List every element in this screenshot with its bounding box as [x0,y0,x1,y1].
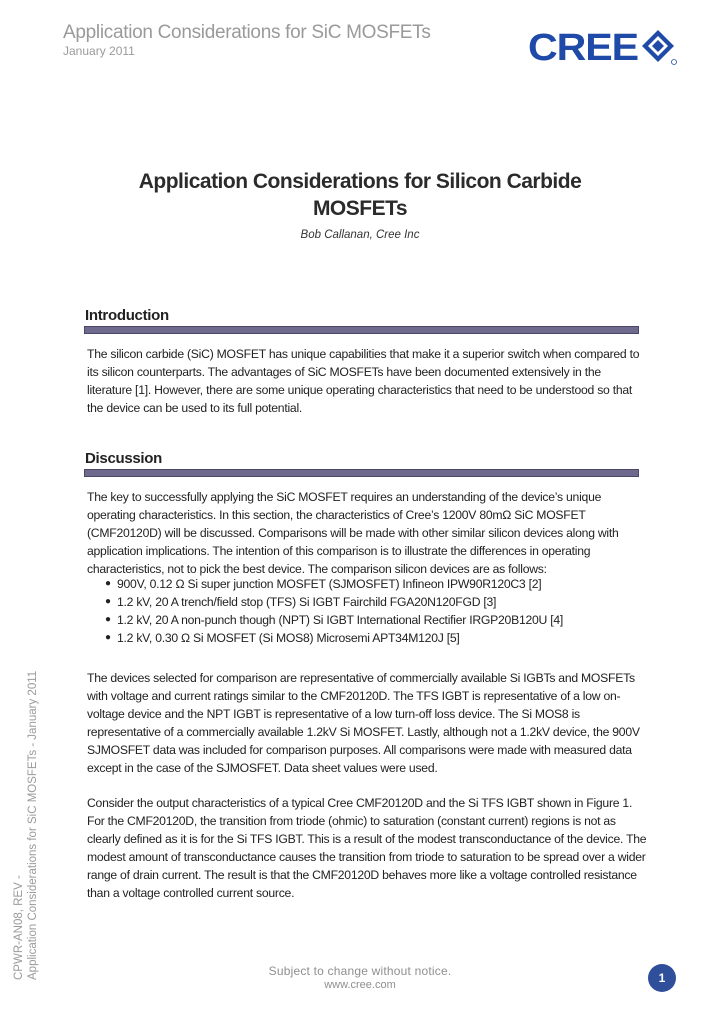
bullet-icon: ● [105,632,111,643]
list-item: ● 1.2 kV, 20 A trench/field stop (TFS) Si IGBT Fairchild FGA20N120FGD [3] [105,595,497,609]
document-title-line1: Application Considerations for Silicon Carbide [138,170,582,193]
cree-logo [528,26,678,66]
side-document-id [12,650,40,980]
document-title [85,168,635,222]
introduction-heading [84,307,639,334]
discussion-paragraph-3: Consider the output characteristics of a typical Cree CMF20120D and the Si TFS IGBT shown in Figure 1. For the CMF20120D, the transition from triode (ohmic) to saturation (constant current) regions is not as clearly defined as it is for the Si TFS IGBT. This is a result of the modest transconductance of the device. The modest amount of transconductance causes the transition from triode to saturation to be spread over a wider range of drain current. The result is that the CMF20120D behaves more like a voltage controlled resistance than a voltage controlled current source. [87,796,647,900]
introduction-paragraph: The silicon carbide (SiC) MOSFET has unique capabilities that make it a superior switch when compared to its silicon counterparts. The advantages of SiC MOSFETs have been documented extensively in the literature [1]. However, there are some unique operating characteristics that need to be understood so that the device can be used to its full potential. [87,347,640,415]
page-number-badge: 1 [648,964,676,992]
introduction-heading-text: Introduction [85,307,169,324]
header-title: Application Considerations for SiC MOSFETs [63,22,431,43]
discussion-paragraph-1: The key to successfully applying the SiC MOSFET requires an understanding of the device’s unique operating characteristics. In this section, the characteristics of Cree’s 1200V 80mΩ SiC MOSFET (CMF20120D) will be discussed. Comparisons will be made with other similar silicon devices along with application implications. The intention of this comparison is to illustrate the differences in operating characteristics, not to pick the best device. The comparison silicon devices are as follows: [87,490,619,576]
side-doc-title: Application Considerations for SiC MOSFETs - January 2011 [27,670,39,980]
discussion-heading [84,450,639,477]
cree-logo-mark [642,30,674,62]
section-divider [84,326,639,334]
footer-url[interactable]: www.cree.com [324,979,396,991]
side-doc-code: CPWR-AN08, REV - [13,875,25,980]
section-divider [84,469,639,477]
bullet-icon: ● [105,596,111,607]
author-byline: Bob Callanan, Cree Inc [300,229,420,241]
footer-notice: Subject to change without notice. [268,964,452,978]
discussion-paragraph-2: The devices selected for comparison are representative of commercially available Si IGBTs and MOSFETs with voltage and current ratings similar to the CMF20120D. The TFS IGBT is representative of a low on-voltage device and the NPT IGBT is representative of a low turn-off loss device. The Si MOS8 is representative of a commercially available 1.2kV Si MOSFET. Lastly, although not a 1.2kV device, the 900V SJMOSFET data was included for comparison purposes. All comparisons were made with measured data except in the case of the SJMOSFET. Data sheet values were used. [87,671,640,775]
list-item: ● 1.2 kV, 0.30 Ω Si MOSFET (Si MOS8) Microsemi APT34M120J [5] [105,631,460,645]
comparison-device-list [87,575,647,647]
list-item: ● 900V, 0.12 Ω Si super junction MOSFET (SJMOSFET) Infineon IPW90R120C3 [2] [105,577,542,591]
bullet-icon: ● [105,578,111,589]
list-item: ● 1.2 kV, 20 A non-punch though (NPT) Si IGBT International Rectifier IRGP20B120U [4] [105,613,564,627]
cree-logo-text: CREE [528,27,638,66]
bullet-icon: ● [105,614,111,625]
discussion-heading-text: Discussion [85,450,163,467]
document-title-line2: MOSFETs [312,197,408,220]
header-date: January 2011 [63,44,135,58]
